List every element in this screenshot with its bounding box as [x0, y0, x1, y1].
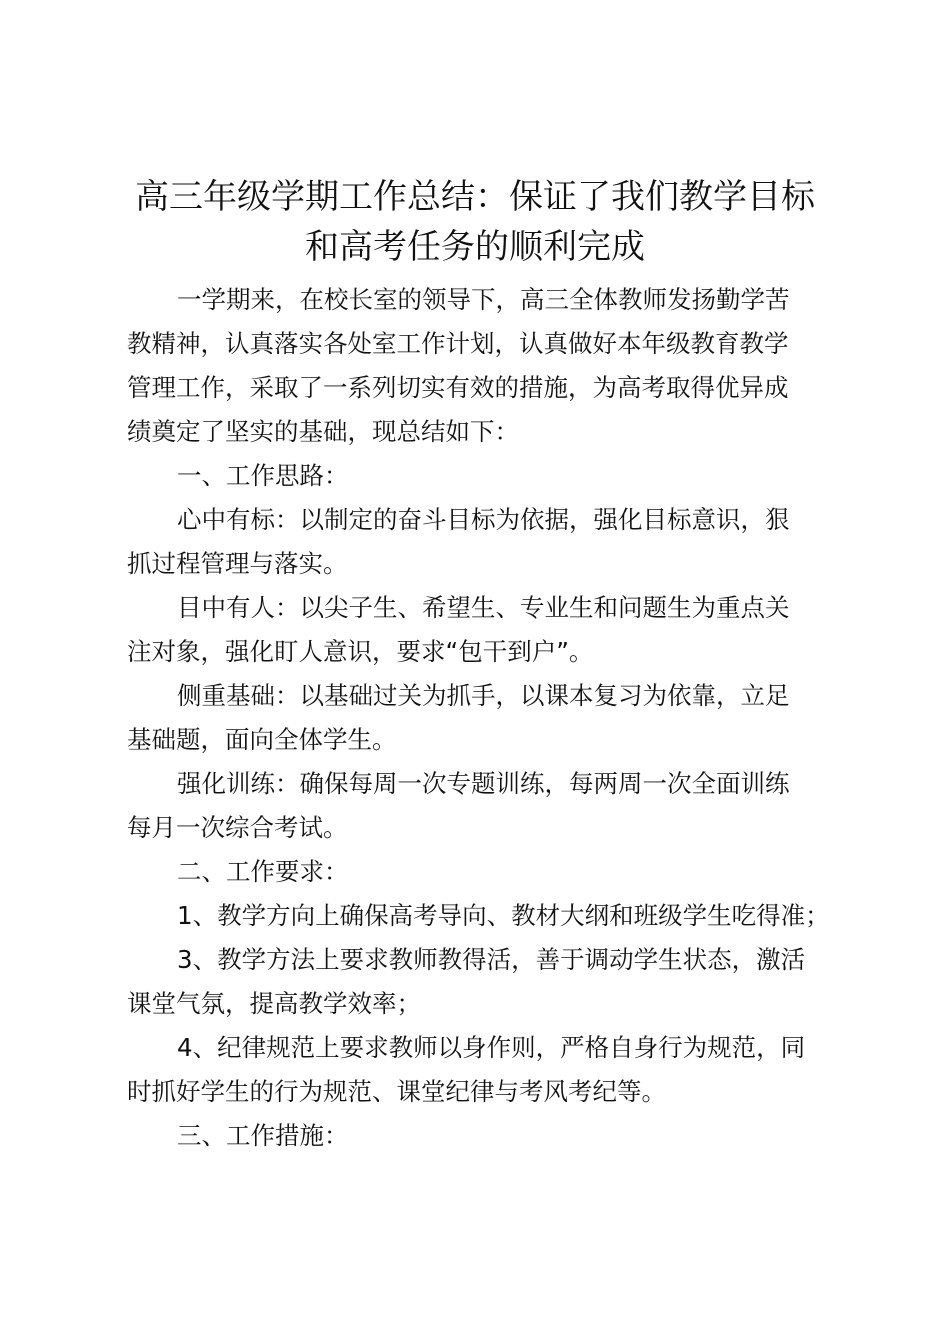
requirement-1	[127, 894, 833, 938]
text-line: 4、纪律规范上要求教师以身作则，严格自身行为规范，同	[177, 1033, 806, 1062]
text-line: 教精神，认真落实各处室工作计划，认真做好本年级教育教学	[127, 329, 789, 358]
document-body	[127, 278, 833, 1158]
paragraph-basics	[127, 674, 833, 762]
text-line: 强化训练：确保每周一次专题训练，每两周一次全面训练	[177, 769, 790, 798]
paragraph-intro	[127, 278, 833, 454]
text-line: 1、教学方向上确保高考导向、教材大纲和班级学生吃得准；	[177, 901, 830, 930]
text-line: 时抓好学生的行为规范、课堂纪律与考风考纪等。	[127, 1077, 666, 1106]
paragraph-students	[127, 586, 833, 674]
text-line: 心中有标：以制定的奋斗目标为依据，强化目标意识，狠	[177, 505, 790, 534]
text-line: 3、教学方法上要求教师教得活，善于调动学生状态，激活	[177, 945, 806, 974]
text-line: 课堂气氛，提高教学效率；	[127, 989, 421, 1018]
text-line: 目中有人：以尖子生、希望生、专业生和问题生为重点关	[177, 593, 790, 622]
document-title	[110, 172, 840, 272]
text-line: 抓过程管理与落实。	[127, 549, 348, 578]
text-line: 二、工作要求：	[177, 857, 349, 886]
text-line: 一学期来，在校长室的领导下，高三全体教师发扬勤学苦	[177, 285, 790, 314]
title-line-1: 高三年级学期工作总结：保证了我们教学目标	[135, 177, 815, 217]
text-line: 管理工作，采取了一系列切实有效的措施，为高考取得优异成	[127, 373, 789, 402]
text-line: 基础题，面向全体学生。	[127, 725, 397, 754]
title-line-2: 和高考任务的顺利完成	[305, 227, 645, 267]
paragraph-training	[127, 762, 833, 850]
text-line: 每月一次综合考试。	[127, 813, 348, 842]
requirement-3	[127, 938, 833, 1026]
text-line: 注对象，强化盯人意识，要求“包干到户”。	[127, 637, 594, 666]
text-line: 一、工作思路：	[177, 461, 349, 490]
section-heading-3	[127, 1114, 833, 1158]
text-line: 侧重基础：以基础过关为抓手，以课本复习为依靠，立足	[177, 681, 790, 710]
text-line: 三、工作措施：	[177, 1121, 349, 1150]
section-heading-2	[127, 850, 833, 894]
text-line: 绩奠定了坚实的基础，现总结如下：	[127, 417, 519, 446]
section-heading-1	[127, 454, 833, 498]
paragraph-target	[127, 498, 833, 586]
requirement-4	[127, 1026, 833, 1114]
